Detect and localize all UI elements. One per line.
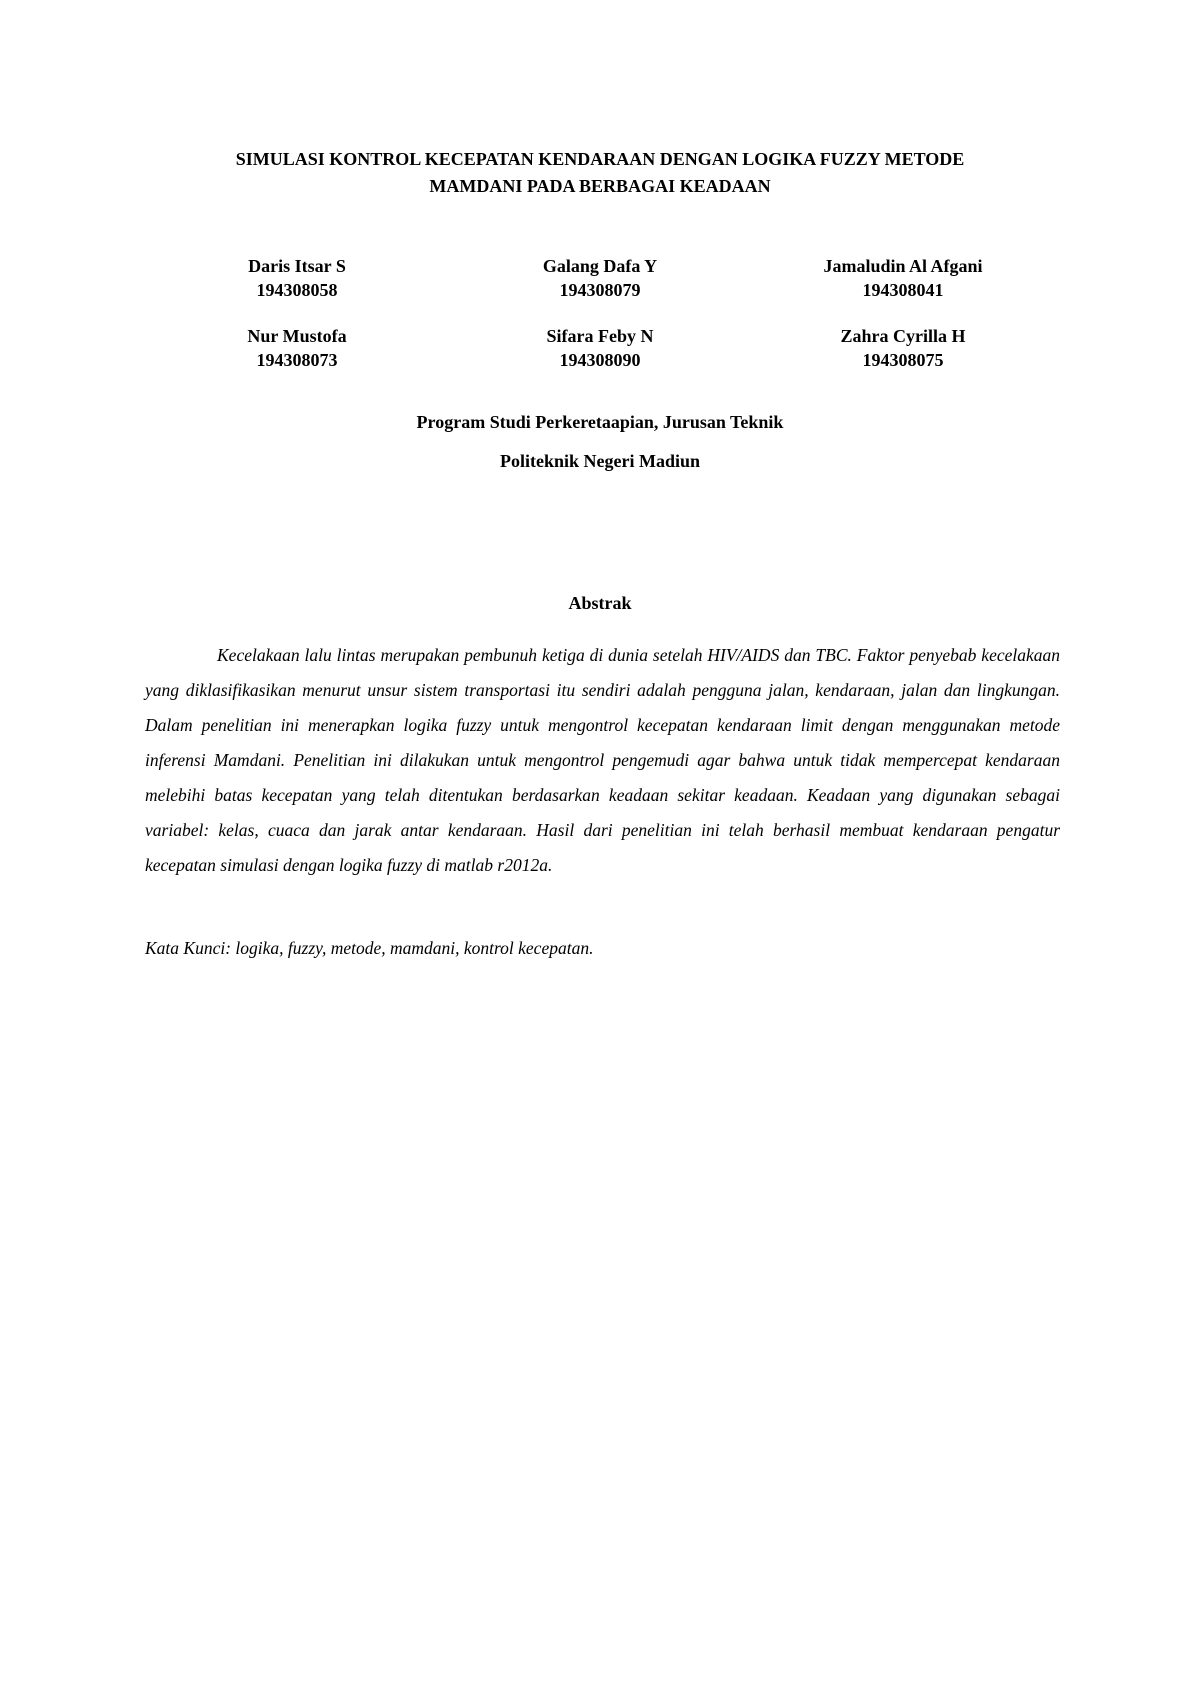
author-name: Jamaludin Al Afgani	[823, 256, 983, 276]
paper-title	[150, 146, 1050, 200]
author-id: 194308041	[862, 280, 944, 300]
author-id: 194308075	[862, 350, 944, 370]
author-list	[150, 254, 1050, 372]
paper-title-line-1: SIMULASI KONTROL KECEPATAN KENDARAAN DENGAN LOGIKA FUZZY METODE	[235, 149, 965, 169]
keywords: Kata Kunci: logika, fuzzy, metode, mamdani, kontrol kecepatan.	[145, 938, 594, 958]
abstract-heading: Abstrak	[568, 593, 632, 613]
author-id: 194308079	[559, 280, 641, 300]
author-block	[450, 254, 750, 302]
affiliation-program: Program Studi Perkeretaapian, Jurusan Teknik	[416, 412, 784, 432]
author-block	[753, 324, 1053, 372]
author-name: Zahra Cyrilla H	[840, 326, 966, 346]
author-name: Galang Dafa Y	[542, 256, 658, 276]
abstract-text: Kecelakaan lalu lintas merupakan pembunuh ketiga di dunia setelah HIV/AIDS dan TBC. Faktor penyebab kecelakaan yang diklasifikasikan menurut unsur sistem transportasi itu sendiri adalah pengguna jalan, kendaraan, jalan dan lingkungan. Dalam penelitian ini menerapkan logika fuzzy untuk mengontrol kecepatan kendaraan limit dengan menggunakan metode inferensi Mamdani. Penelitian ini dilakukan untuk mengontrol pengemudi agar bahwa untuk tidak mempercepat kendaraan melebihi batas kecepatan yang telah ditentukan berdasarkan keadaan sekitar keadaan. Keadaan yang digunakan sebagai variabel: kelas, cuaca dan jarak antar kendaraan. Hasil dari penelitian ini telah berhasil membuat kendaraan pengatur kecepatan simulasi dengan logika fuzzy di matlab r2012a.	[145, 645, 1060, 875]
author-block	[147, 254, 447, 302]
affiliation-institution: Politeknik Negeri Madiun	[499, 451, 700, 471]
author-id: 194308058	[256, 280, 338, 300]
paper-title-line-2: MAMDANI PADA BERBAGAI KEADAAN	[429, 176, 771, 196]
author-name: Nur Mustofa	[247, 326, 347, 346]
author-name: Sifara Feby N	[546, 326, 654, 346]
author-id: 194308090	[559, 350, 641, 370]
author-block	[147, 324, 447, 372]
author-name: Daris Itsar S	[248, 256, 346, 276]
author-id: 194308073	[256, 350, 338, 370]
author-block	[450, 324, 750, 372]
author-block	[753, 254, 1053, 302]
